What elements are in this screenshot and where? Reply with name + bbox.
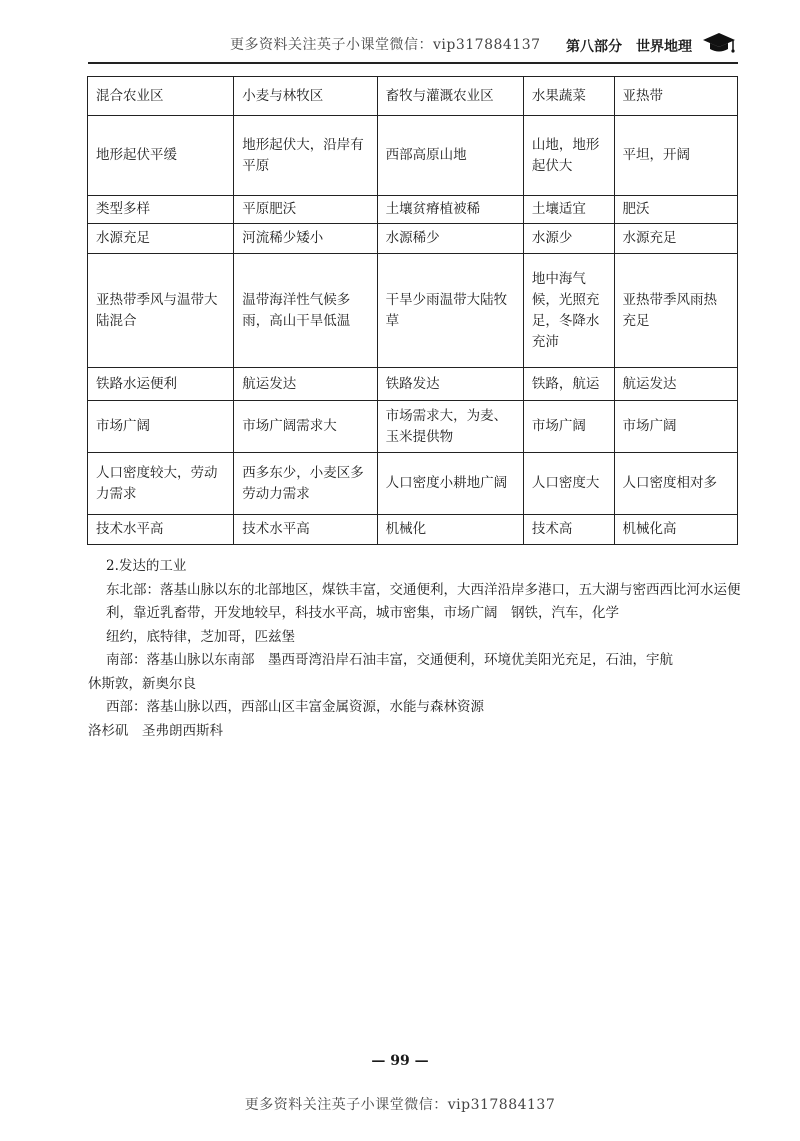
- table-cell: 技术水平高: [88, 515, 234, 545]
- section-label: 第八部分: [566, 39, 622, 55]
- table-cell: 西多东少，小麦区多劳动力需求: [234, 453, 377, 515]
- header-rule: [88, 62, 738, 64]
- table-cell: 人口密度小耕地广阔: [377, 453, 523, 515]
- table-cell: 亚热带季风与温带大陆混合: [88, 254, 234, 368]
- section-heading: 2.发达的工业: [106, 558, 187, 574]
- table-cell: 平原肥沃: [234, 196, 377, 224]
- table-cell: 小麦与林牧区: [234, 77, 377, 116]
- table-cell: 温带海洋性气候多雨，高山干旱低温: [234, 254, 377, 368]
- table-cell: 航运发达: [614, 368, 737, 401]
- table-cell: 市场广阔: [523, 401, 614, 453]
- table-cell: 畜牧与灌溉农业区: [377, 77, 523, 116]
- table-row: [88, 77, 738, 116]
- table-cell: 肥沃: [614, 196, 737, 224]
- table-cell: 类型多样: [88, 196, 234, 224]
- table-cell: 水源稀少: [377, 224, 523, 254]
- table-cell: 水源充足: [614, 224, 737, 254]
- table-cell: 技术水平高: [234, 515, 377, 545]
- table-cell: 干旱少雨温带大陆牧草: [377, 254, 523, 368]
- paragraph-west: 西部：落基山脉以西，西部山区丰富金属资源，水能与森林资源: [106, 699, 484, 715]
- table-cell: 航运发达: [234, 368, 377, 401]
- south-cities: 休斯敦，新奥尔良: [88, 675, 196, 692]
- table-cell: 山地，地形起伏大: [523, 116, 614, 196]
- table-cell: 铁路发达: [377, 368, 523, 401]
- table-cell: 水果蔬菜: [523, 77, 614, 116]
- table-cell: 西部高原山地: [377, 116, 523, 196]
- table-cell: 人口密度相对多: [614, 453, 737, 515]
- table-cell: 河流稀少矮小: [234, 224, 377, 254]
- table-cell: 土壤贫瘠植被稀: [377, 196, 523, 224]
- table-row: [88, 224, 738, 254]
- paragraph-northeast: 东北部：落基山脉以东的北部地区，煤铁丰富，交通便利，大西洋沿岸多港口，五大湖与密西西比河水运便利，靠近乳畜带，开发地较早，科技水平高，城市密集，市场广阔 钢铁，汽车，化学: [106, 581, 741, 621]
- header-section-title: [566, 36, 692, 56]
- table-row: [88, 515, 738, 545]
- table-row: [88, 254, 738, 368]
- table-cell: 混合农业区: [88, 77, 234, 116]
- table-row: [88, 116, 738, 196]
- table-cell: 机械化: [377, 515, 523, 545]
- table-cell: 地中海气候，光照充足，冬降水充沛: [523, 254, 614, 368]
- graduation-cap-icon: [702, 30, 736, 56]
- table-cell: 亚热带: [614, 77, 737, 116]
- paragraph-south: 南部：落基山脉以东南部 墨西哥湾沿岸石油丰富，交通便利，环境优美阳光充足，石油，宇航: [106, 652, 673, 668]
- header-watermark: 更多资料关注英子小课堂微信：vip317884137: [230, 37, 541, 53]
- agriculture-table: [87, 76, 738, 545]
- table-cell: 水源充足: [88, 224, 234, 254]
- table-cell: 市场需求大，为麦、玉米提供物: [377, 401, 523, 453]
- page-number: — 99 —: [371, 1053, 429, 1069]
- table-cell: 市场广阔需求大: [234, 401, 377, 453]
- table-row: [88, 368, 738, 401]
- west-cities: 洛杉矶 圣弗朗西斯科: [88, 722, 223, 739]
- table-cell: 机械化高: [614, 515, 737, 545]
- industry-section: [88, 555, 743, 743]
- table-cell: 技术高: [523, 515, 614, 545]
- part-title: 世界地理: [636, 39, 692, 55]
- table-row: [88, 196, 738, 224]
- table-cell: 人口密度大: [523, 453, 614, 515]
- table-cell: 平坦，开阔: [614, 116, 737, 196]
- table-row: [88, 401, 738, 453]
- table-cell: 地形起伏平缓: [88, 116, 234, 196]
- table-cell: 铁路，航运: [523, 368, 614, 401]
- table-row: [88, 453, 738, 515]
- table-cell: 人口密度较大，劳动力需求: [88, 453, 234, 515]
- table-cell: 土壤适宜: [523, 196, 614, 224]
- table-cell: 市场广阔: [614, 401, 737, 453]
- table-cell: 市场广阔: [88, 401, 234, 453]
- northeast-cities: 纽约，底特律，芝加哥，匹兹堡: [106, 628, 295, 645]
- table-cell: 铁路水运便利: [88, 368, 234, 401]
- table-cell: 水源少: [523, 224, 614, 254]
- table-cell: 地形起伏大，沿岸有平原: [234, 116, 377, 196]
- footer-watermark: 更多资料关注英子小课堂微信：vip317884137: [244, 1097, 556, 1113]
- table-cell: 亚热带季风雨热充足: [614, 254, 737, 368]
